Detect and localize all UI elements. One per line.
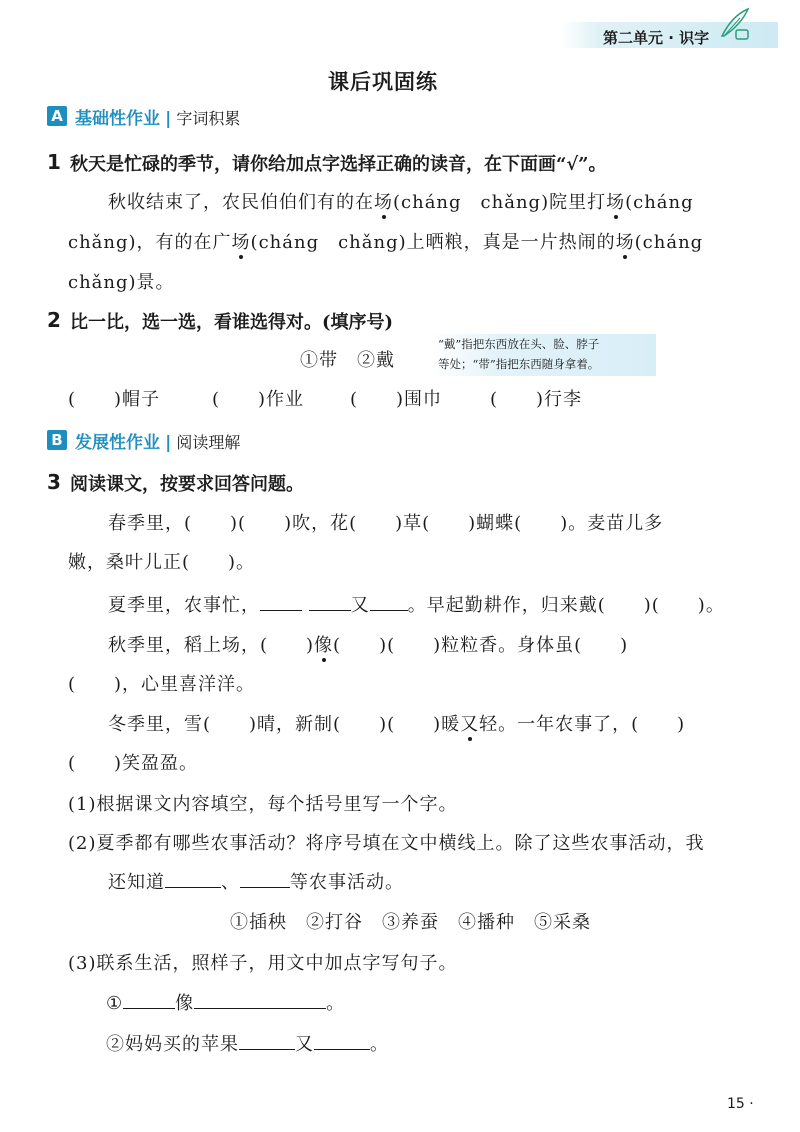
q3-ex2-end: 。 <box>370 1034 389 1055</box>
section-b-heading <box>75 428 240 453</box>
q3-ex1-num: ① <box>106 993 124 1014</box>
section-a-title: 基础性作业 <box>75 109 160 129</box>
q1-line2-c: (cháng <box>634 232 704 253</box>
q3-ex2-word: 又 <box>295 1034 314 1055</box>
blank-line[interactable] <box>370 594 408 611</box>
unit-label: 第二单元 · 识字 <box>603 29 710 47</box>
q2-options: ①带 ②戴 <box>300 350 395 371</box>
q3-sub-2-line-1: (2)夏季都有哪些农事活动？将序号填在文中横线上。除了这些农事活动，我 <box>68 833 705 854</box>
q2-item-4[interactable]: ( )行李 <box>490 389 583 410</box>
dotted-char: 场 <box>606 192 626 213</box>
q1-line1-b: (cháng chǎng)院里打 <box>393 192 607 213</box>
q3-sub-1: (1)根据课文内容填空，每个括号里写一个字。 <box>68 794 458 815</box>
blank-line[interactable] <box>260 594 302 611</box>
q1-line1-c: (cháng <box>625 192 694 213</box>
q3-summer-c: 。早起勤耕作，归来戴( )( )。 <box>407 595 725 616</box>
q1-line1-a: 秋收结束了，农民伯伯们有的在 <box>108 192 374 213</box>
q3-autumn-line-2: ( )，心里喜洋洋。 <box>68 674 256 695</box>
blank-line[interactable] <box>194 992 326 1009</box>
q3-sub-2-options: ①插秧 ②打谷 ③养蚕 ④播种 ⑤采桑 <box>230 912 591 933</box>
dotted-char: 场 <box>615 232 635 253</box>
q3-winter-a2: 轻。一年农事了，( ) <box>479 714 686 735</box>
q1-line-1 <box>108 188 694 214</box>
page-title: 课后巩固练 <box>328 70 438 94</box>
q3-ex2-a: ②妈妈买的苹果 <box>106 1034 239 1055</box>
q1-line-2 <box>68 228 703 254</box>
q3-summer-b: 又 <box>350 595 370 616</box>
page-number: 15 · <box>727 1096 754 1112</box>
q3-example-2 <box>106 1030 389 1056</box>
q2-tip-line-1: “戴”指把东西放在头、脸、脖子 <box>438 337 600 351</box>
q2-tip-box <box>432 334 656 376</box>
q3-summer-a: 夏季里，农事忙， <box>108 595 260 616</box>
q3-winter-line-1 <box>108 710 685 736</box>
dotted-char: 又 <box>460 714 480 735</box>
q3-example-1 <box>106 989 345 1015</box>
q1-number: 1 <box>47 150 61 174</box>
q1-line2-a: chǎng)，有的在广 <box>68 232 232 253</box>
q3-spring-line-1: 春季里，( )( )吹，花( )草( )蝴蝶( )。麦苗儿多 <box>108 513 664 534</box>
q2-item-1[interactable]: ( )帽子 <box>68 389 161 410</box>
blank-line[interactable] <box>240 871 290 888</box>
q2-item-3[interactable]: ( )围巾 <box>350 389 443 410</box>
dotted-char: 场 <box>231 232 251 253</box>
section-b-title: 发展性作业 <box>75 433 160 453</box>
q1-line-3: chǎng)景。 <box>68 272 175 293</box>
q3-autumn-line-1 <box>108 631 628 657</box>
blank-line[interactable] <box>239 1033 295 1050</box>
section-b-subtitle: 阅读理解 <box>176 433 241 452</box>
q3-ex1-word: 像 <box>175 993 195 1014</box>
q3-sub2-b2: 、 <box>221 872 240 893</box>
q3-ex1-end: 。 <box>326 993 346 1014</box>
q3-prompt: 阅读课文，按要求回答问题。 <box>70 474 304 495</box>
q1-prompt: 秋天是忙碌的季节，请你给加点字选择正确的读音，在下面画“√”。 <box>70 154 607 175</box>
q2-tip-line-2: 等处；“带”指把东西随身拿着。 <box>438 357 600 371</box>
q3-sub-3: (3)联系生活，照样子，用文中加点字写句子。 <box>68 953 458 974</box>
q3-winter-line-2: ( )笑盈盈。 <box>68 753 199 774</box>
blank-line[interactable] <box>309 594 351 611</box>
section-b-badge: B <box>47 430 67 450</box>
dotted-char: 像 <box>314 635 334 656</box>
q3-sub-2-line-2 <box>108 868 404 894</box>
dotted-char: 场 <box>374 192 393 213</box>
q2-prompt: 比一比，选一选，看谁选得对。(填序号) <box>70 312 394 333</box>
q3-sub2-b1: 还知道 <box>108 872 165 893</box>
q3-autumn-a1: 秋季里，稻上场，( ) <box>108 635 315 656</box>
q3-winter-a1: 冬季里，雪( )晴，新制( )( )暖 <box>108 714 461 735</box>
q3-number: 3 <box>47 470 61 494</box>
q2-number: 2 <box>47 308 61 332</box>
blank-line[interactable] <box>123 992 175 1009</box>
q3-sub2-b3: 等农事活动。 <box>290 872 404 893</box>
feather-ink-icon <box>718 6 752 42</box>
blank-line[interactable] <box>314 1033 370 1050</box>
section-a-divider: | <box>165 109 172 129</box>
q3-summer-line <box>108 591 725 617</box>
blank-line[interactable] <box>165 871 221 888</box>
section-a-heading <box>75 104 240 129</box>
section-b-divider: | <box>165 433 172 453</box>
section-a-subtitle: 字词积累 <box>176 109 241 128</box>
q3-autumn-a2: ( )( )粒粒香。身体虽( ) <box>333 635 629 656</box>
section-a-badge: A <box>47 106 67 126</box>
q3-spring-line-2: 嫩，桑叶儿正( )。 <box>68 552 256 573</box>
q1-line2-b: (cháng chǎng)上晒粮，真是一片热闹的 <box>250 232 616 253</box>
q2-item-2[interactable]: ( )作业 <box>212 389 305 410</box>
